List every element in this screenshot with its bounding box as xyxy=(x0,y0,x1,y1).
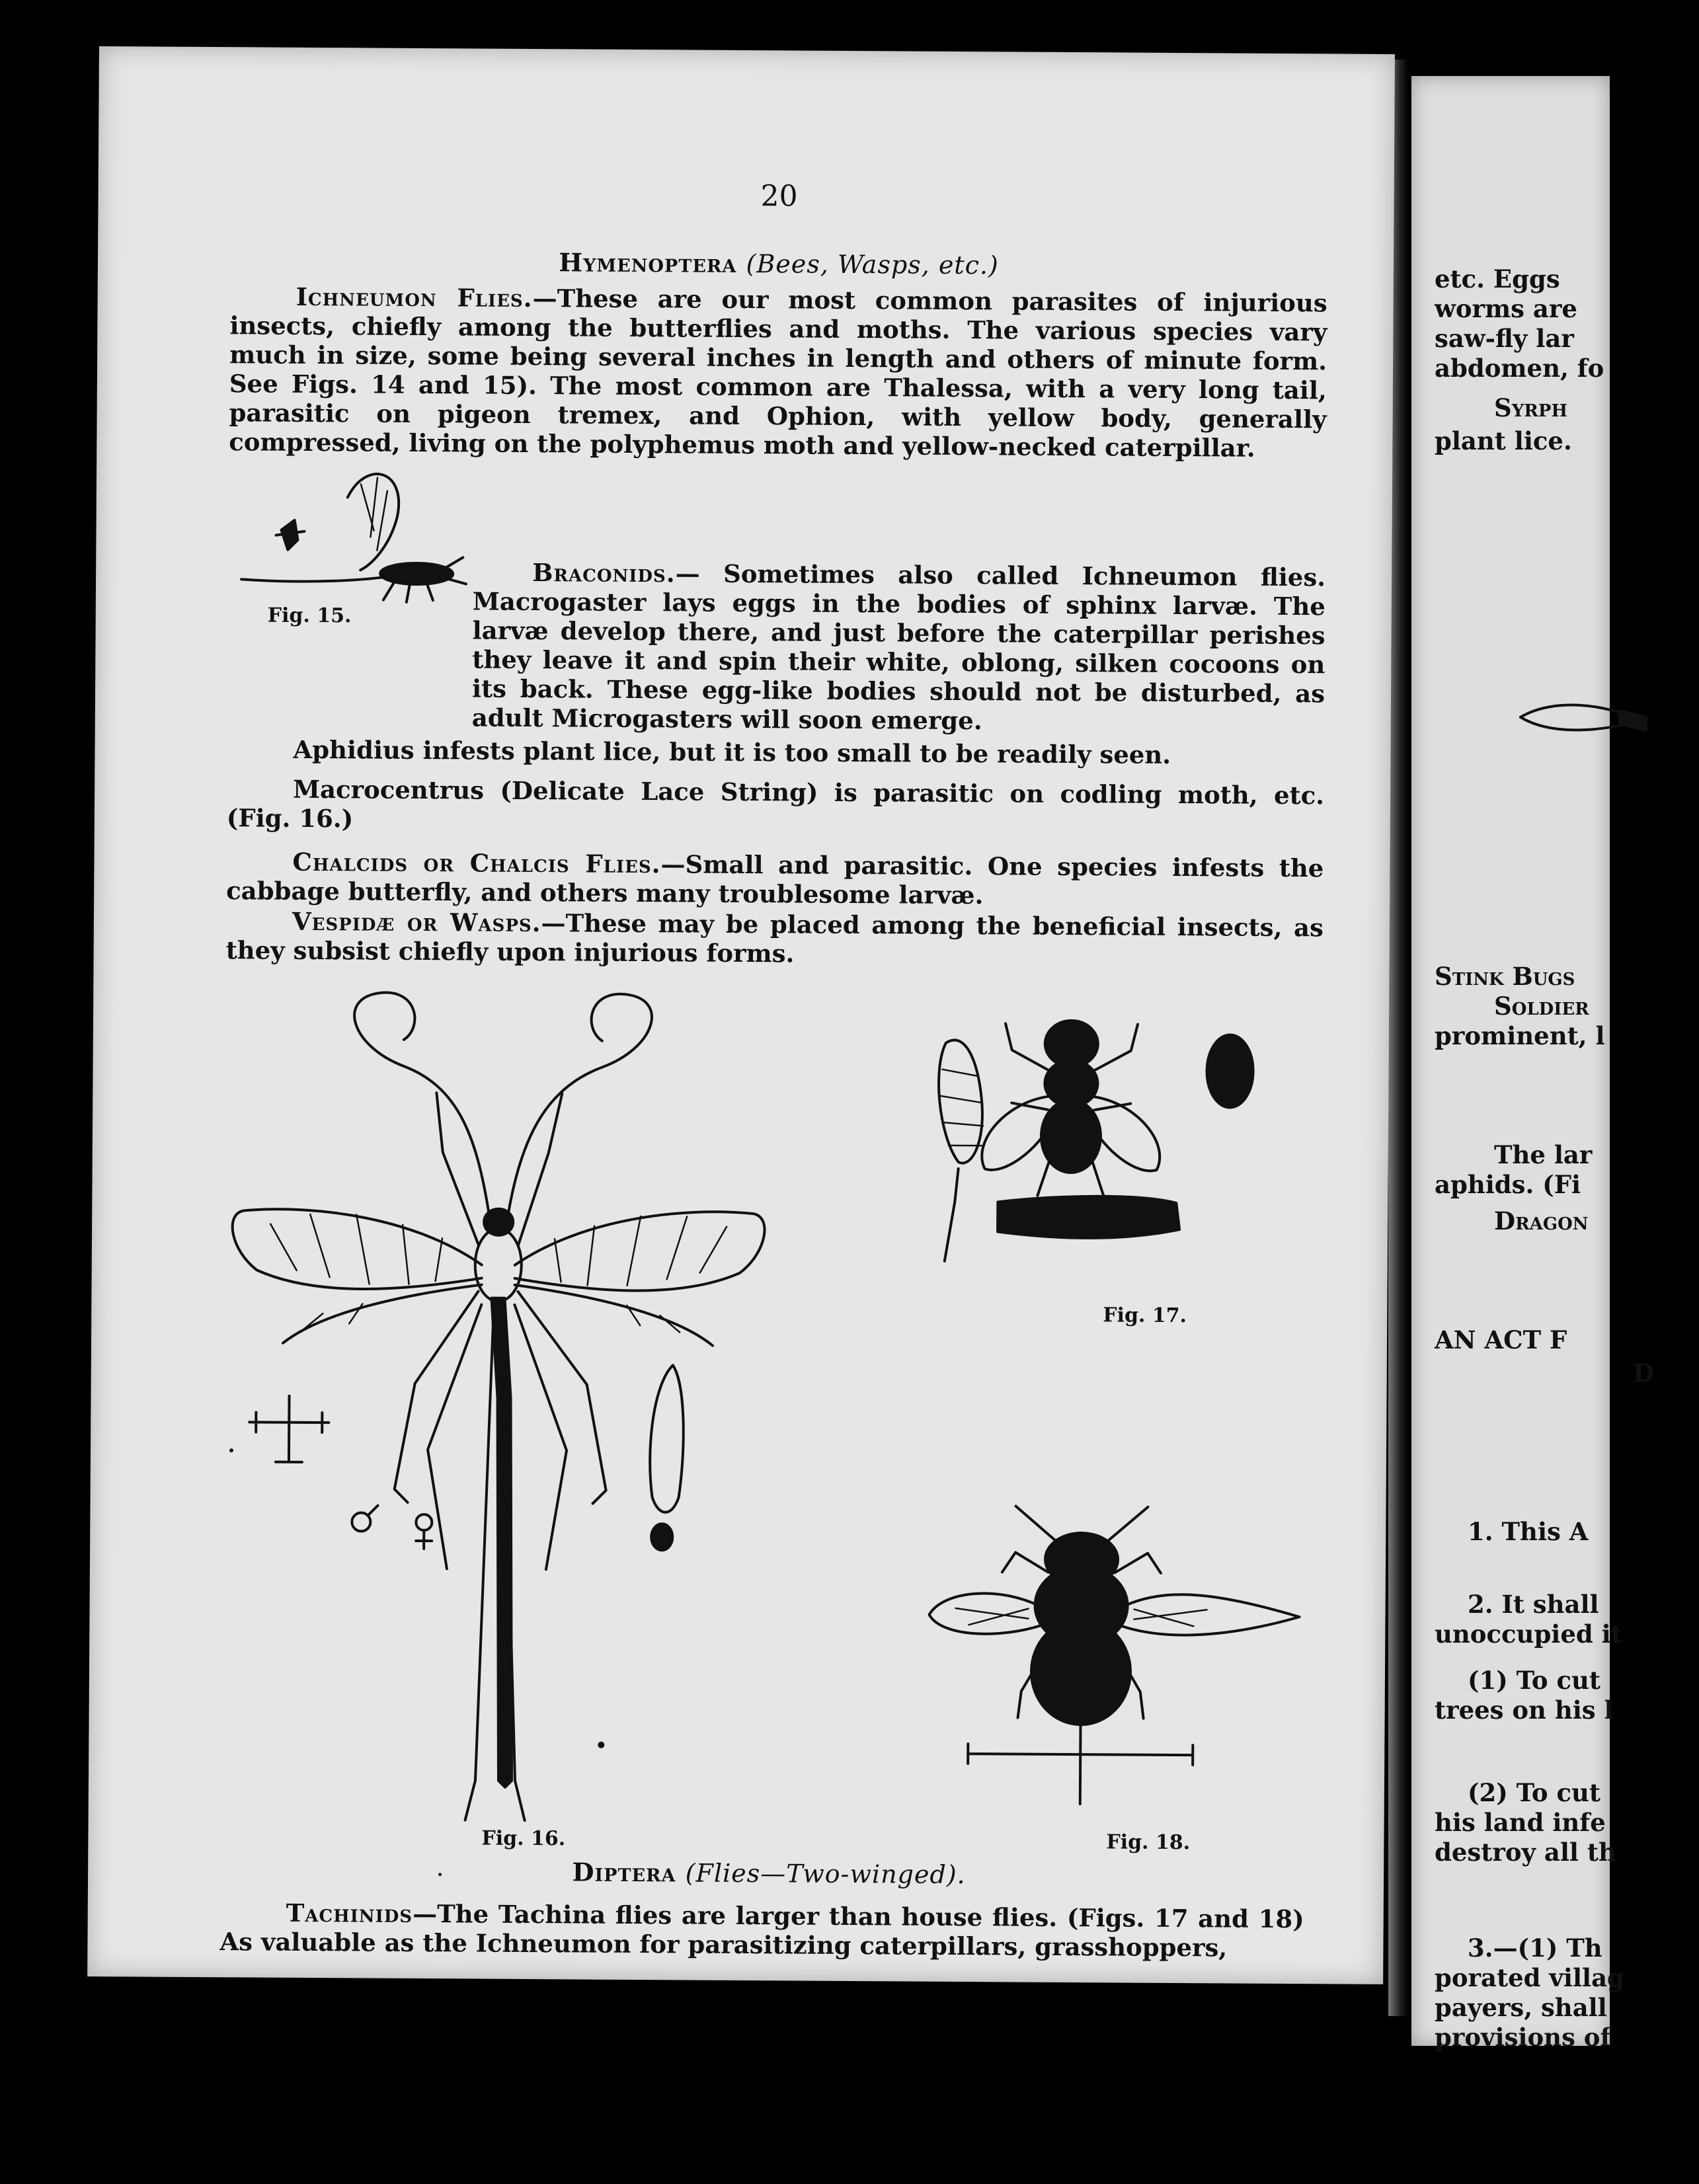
right-line: his land infe xyxy=(1435,1808,1606,1837)
right-line: trees on his l xyxy=(1435,1696,1614,1725)
right-line: payers, shall xyxy=(1435,1993,1607,2022)
section-name: Hymenoptera xyxy=(559,247,737,278)
right-line: Stink Bugs xyxy=(1435,962,1575,991)
paragraph-lead: Tachinids xyxy=(286,1898,413,1928)
right-line: plant lice. xyxy=(1435,426,1572,455)
paragraph-ichneumon-flies xyxy=(229,282,1327,463)
right-line: saw-fly lar xyxy=(1435,324,1574,353)
paragraph-text: —Small and parasitic. One species infests the cabbage butterfly, and others many troublesome larvæ. xyxy=(226,849,1324,910)
right-line: provisions of xyxy=(1435,2023,1611,2052)
paragraph-lead: Vespidæ or Wasps. xyxy=(292,906,541,938)
section-aside: (Bees, Wasps, etc.) xyxy=(746,249,999,280)
right-line: Dragon xyxy=(1494,1206,1589,1235)
ink-speck xyxy=(598,1742,604,1748)
right-line: The lar xyxy=(1494,1140,1593,1169)
paragraph-vespidae xyxy=(226,906,1324,971)
right-line: 2. It shall xyxy=(1468,1590,1599,1619)
facing-page xyxy=(1411,76,1655,2052)
ink-speck xyxy=(229,1448,233,1452)
right-line: etc. Eggs xyxy=(1435,264,1560,293)
paper-specks xyxy=(231,47,1329,54)
fig-15-ichneumon-illustration xyxy=(235,457,473,604)
right-line: 1. This A xyxy=(1468,1517,1589,1546)
fig-18-caption: Fig. 18. xyxy=(1106,1830,1191,1855)
fig-16-macrocentrus-illustration xyxy=(214,986,834,1836)
paragraph-text: — Sometimes also called Ichneumon flies. Macrogaster lays eggs in the bodies of sphinx larvæ. The larvæ develop there, and just before the caterpillar perishes they leave it and spin their white, oblong, silken cocoons on its back. These egg-like bodies should not be disturbed, as adult Microgasters will soon emerge. xyxy=(471,559,1326,736)
right-line: worms are xyxy=(1435,294,1577,323)
right-line: 3.—(1) Th xyxy=(1468,1933,1602,1963)
right-line: (2) To cut xyxy=(1468,1778,1601,1807)
paragraph-aphidius: Aphidius infests plant lice, but it is too small to be readily seen. xyxy=(293,734,1171,769)
section-name: Diptera xyxy=(572,1857,676,1888)
paragraph-chalcids xyxy=(226,847,1324,912)
right-line: aphids. (Fi xyxy=(1435,1170,1581,1199)
right-line: D xyxy=(1633,1358,1655,1387)
section-aside: (Flies—Two-winged). xyxy=(685,1858,966,1890)
paragraph-text: —The Tachina flies are larger than house flies. (Figs. 17 and 18) As valuable as the Ichneumon for parasitizing caterpillars, grasshoppers, xyxy=(219,1898,1304,1963)
paragraph-text: —These are our most common parasites of injurious insects, chiefly among the butterflies and moths. The various species vary much in size, some being several inches in length and others of minute form. See Figs. 14 and 15). The most common are Thalessa, with a very long tail, parasitic on pigeon tremex, and Ophion, with yellow body, generally compressed, living on the polyphemus moth and yellow-necked caterpillar. xyxy=(229,284,1327,463)
right-line: AN ACT F xyxy=(1435,1325,1567,1354)
right-line: (1) To cut xyxy=(1468,1666,1601,1695)
page-number: 20 xyxy=(760,179,798,214)
fig-17-caption: Fig. 17. xyxy=(1103,1304,1187,1328)
paragraph-lead: Braconids. xyxy=(532,558,676,588)
fig-16-caption: Fig. 16. xyxy=(481,1826,566,1851)
right-line: porated villag xyxy=(1435,1963,1624,1992)
book-page xyxy=(87,46,1395,1984)
paragraph-braconids xyxy=(472,557,1326,737)
right-line: unoccupied it xyxy=(1435,1619,1622,1649)
paragraph-macrocentrus: Macrocentrus (Delicate Lace String) is parasitic on codling moth, etc. (Fig. 16.) xyxy=(226,774,1325,834)
right-line: prominent, l xyxy=(1435,1021,1605,1050)
section-heading-hymenoptera xyxy=(230,245,1327,282)
right-line: abdomen, fo xyxy=(1435,354,1604,383)
paragraph-text: —These may be placed among the beneficial insects, as they subsist chiefly upon injurious forms. xyxy=(225,908,1324,968)
fig-15-caption: Fig. 15. xyxy=(267,604,352,628)
page-content xyxy=(219,47,1329,1963)
right-line: Soldier xyxy=(1494,992,1589,1021)
right-line: Syrph xyxy=(1494,393,1568,422)
fig-18-tachina-fly-illustration xyxy=(928,1493,1300,1838)
paragraph-tachinids xyxy=(219,1898,1304,1963)
paragraph-lead: Ichneumon Flies. xyxy=(296,282,533,313)
right-page-insect-figure xyxy=(1514,658,1646,790)
paragraph-lead: Chalcids or Chalcis Flies. xyxy=(292,847,661,879)
section-heading-diptera xyxy=(220,1855,1318,1891)
fig-17-tachina-fly-illustration xyxy=(918,1003,1290,1309)
right-line: destroy all th xyxy=(1435,1838,1616,1867)
